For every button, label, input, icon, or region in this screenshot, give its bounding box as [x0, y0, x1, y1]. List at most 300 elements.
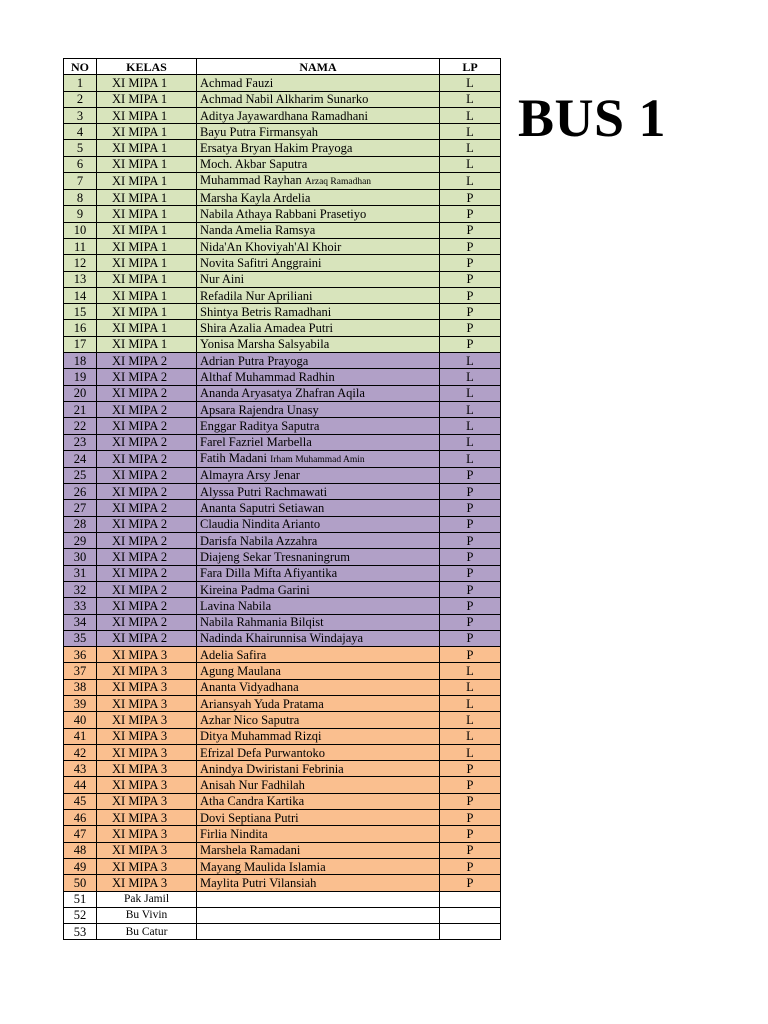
cell-nama: [197, 484, 440, 500]
table-row: [64, 206, 501, 222]
cell-nama: [197, 842, 440, 858]
cell-kelas: XI MIPA 3: [97, 663, 197, 679]
cell-lp: P: [440, 255, 501, 271]
cell-no: 9: [64, 206, 97, 222]
cell-kelas: XI MIPA 1: [97, 206, 197, 222]
cell-lp: P: [440, 549, 501, 565]
cell-lp: L: [440, 450, 501, 467]
nama-text: Azhar Nico Saputra: [200, 712, 300, 727]
table-row: [64, 320, 501, 336]
cell-nama: [197, 140, 440, 156]
cell-no: 51: [64, 891, 97, 907]
cell-no: 48: [64, 842, 97, 858]
table-row: [64, 761, 501, 777]
cell-nama: [197, 467, 440, 483]
cell-kelas: XI MIPA 2: [97, 467, 197, 483]
nama-text: Marshela Ramadani: [200, 843, 301, 858]
cell-nama: [197, 304, 440, 320]
header-no: NO: [64, 59, 97, 75]
cell-nama: [197, 173, 440, 190]
cell-nama: [197, 549, 440, 565]
table-row: [64, 484, 501, 500]
cell-no: 33: [64, 598, 97, 614]
nama-text: Achmad Nabil Alkharim Sunarko: [200, 92, 369, 107]
cell-lp: P: [440, 842, 501, 858]
table-row: [64, 875, 501, 891]
cell-kelas: XI MIPA 2: [97, 369, 197, 385]
cell-kelas: XI MIPA 1: [97, 271, 197, 287]
table-row: [64, 353, 501, 369]
nama-text: Diajeng Sekar Tresnaningrum: [200, 549, 350, 564]
cell-kelas: XI MIPA 1: [97, 156, 197, 172]
nama-text: Nabila Athaya Rabbani Prasetiyo: [200, 207, 367, 222]
table-row: [64, 336, 501, 352]
table-row: [64, 891, 501, 907]
cell-nama: [197, 385, 440, 401]
cell-nama: [197, 206, 440, 222]
cell-nama: [197, 565, 440, 581]
cell-kelas: XI MIPA 1: [97, 140, 197, 156]
cell-kelas: XI MIPA 2: [97, 581, 197, 597]
cell-no: 39: [64, 695, 97, 711]
cell-nama: [197, 875, 440, 891]
cell-lp: L: [440, 140, 501, 156]
cell-kelas: XI MIPA 2: [97, 385, 197, 401]
cell-kelas: XI MIPA 2: [97, 353, 197, 369]
cell-no: 49: [64, 858, 97, 874]
cell-kelas: XI MIPA 3: [97, 647, 197, 663]
table-row: [64, 549, 501, 565]
cell-nama: [197, 728, 440, 744]
nama-small-text: Irham Muhammad Amin: [270, 454, 365, 465]
cell-no: 19: [64, 369, 97, 385]
cell-kelas: XI MIPA 2: [97, 614, 197, 630]
nama-text: Shira Azalia Amadea Putri: [200, 321, 333, 336]
cell-no: 52: [64, 907, 97, 923]
nama-text: Atha Candra Kartika: [200, 794, 305, 809]
cell-kelas: XI MIPA 2: [97, 598, 197, 614]
cell-lp: L: [440, 401, 501, 417]
cell-no: 35: [64, 630, 97, 646]
cell-no: 21: [64, 401, 97, 417]
cell-no: 50: [64, 875, 97, 891]
cell-no: 45: [64, 793, 97, 809]
cell-nama: [197, 679, 440, 695]
cell-lp: L: [440, 156, 501, 172]
nama-text: Lavina Nabila: [200, 598, 272, 613]
table-row: [64, 91, 501, 107]
table-row: [64, 369, 501, 385]
cell-no: 5: [64, 140, 97, 156]
cell-kelas: XI MIPA 3: [97, 712, 197, 728]
passenger-list-table: [63, 58, 501, 940]
cell-nama: [197, 924, 440, 940]
nama-text: Enggar Raditya Saputra: [200, 418, 320, 433]
cell-lp: L: [440, 369, 501, 385]
table-row: [64, 924, 501, 940]
cell-nama: [197, 255, 440, 271]
table-row: [64, 533, 501, 549]
cell-no: 1: [64, 75, 97, 91]
cell-lp: L: [440, 107, 501, 123]
nama-text: Ananta Vidyadhana: [200, 680, 299, 695]
table-row: [64, 581, 501, 597]
nama-text: Muhammad Rayhan: [200, 173, 302, 188]
header-kelas: KELAS: [97, 59, 197, 75]
cell-no: 25: [64, 467, 97, 483]
cell-kelas: XI MIPA 2: [97, 565, 197, 581]
table-row: [64, 744, 501, 760]
nama-text: Ananda Aryasatya Zhafran Aqila: [200, 386, 365, 401]
nama-text: Kireina Padma Garini: [200, 582, 310, 597]
cell-no: 29: [64, 533, 97, 549]
table-row: [64, 793, 501, 809]
table-row: [64, 500, 501, 516]
cell-lp: [440, 907, 501, 923]
cell-kelas: XI MIPA 1: [97, 238, 197, 254]
cell-no: 12: [64, 255, 97, 271]
nama-small-text: Arzaq Ramadhan: [304, 177, 372, 188]
nama-text: Ersatya Bryan Hakim Prayoga: [200, 141, 353, 156]
cell-nama: [197, 91, 440, 107]
cell-nama: [197, 369, 440, 385]
cell-no: 20: [64, 385, 97, 401]
table-body: [64, 75, 501, 940]
cell-nama: [197, 761, 440, 777]
cell-no: 42: [64, 744, 97, 760]
table-row: [64, 418, 501, 434]
nama-text: Adelia Safira: [200, 647, 267, 662]
cell-no: 22: [64, 418, 97, 434]
cell-kelas: XI MIPA 3: [97, 761, 197, 777]
cell-kelas: XI MIPA 3: [97, 858, 197, 874]
table-row: [64, 614, 501, 630]
table-row: [64, 565, 501, 581]
nama-text: Nabila Rahmania Bilqist: [200, 615, 324, 630]
cell-kelas: XI MIPA 2: [97, 450, 197, 467]
table-row: [64, 728, 501, 744]
cell-no: 26: [64, 484, 97, 500]
cell-lp: P: [440, 581, 501, 597]
cell-kelas: XI MIPA 1: [97, 222, 197, 238]
cell-nama: [197, 450, 440, 467]
cell-nama: [197, 712, 440, 728]
cell-lp: P: [440, 516, 501, 532]
cell-nama: [197, 124, 440, 140]
cell-nama: [197, 353, 440, 369]
cell-lp: P: [440, 875, 501, 891]
cell-kelas: XI MIPA 3: [97, 842, 197, 858]
cell-kelas: XI MIPA 1: [97, 320, 197, 336]
cell-no: 16: [64, 320, 97, 336]
nama-text: Achmad Fauzi: [200, 75, 274, 90]
cell-kelas: XI MIPA 3: [97, 695, 197, 711]
cell-nama: [197, 663, 440, 679]
header-nama: NAMA: [197, 59, 440, 75]
cell-lp: [440, 891, 501, 907]
cell-lp: P: [440, 533, 501, 549]
cell-nama: [197, 287, 440, 303]
table-row: [64, 712, 501, 728]
cell-lp: L: [440, 353, 501, 369]
nama-text: Efrizal Defa Purwantoko: [200, 745, 325, 760]
bus-title: BUS 1: [518, 88, 667, 148]
cell-no: 11: [64, 238, 97, 254]
cell-lp: P: [440, 614, 501, 630]
nama-text: Farel Fazriel Marbella: [200, 435, 312, 450]
cell-kelas: XI MIPA 2: [97, 484, 197, 500]
cell-nama: [197, 500, 440, 516]
cell-lp: P: [440, 810, 501, 826]
cell-lp: L: [440, 695, 501, 711]
cell-lp: P: [440, 598, 501, 614]
cell-kelas: XI MIPA 1: [97, 287, 197, 303]
cell-staff-name: Pak Jamil: [97, 891, 197, 907]
cell-kelas: XI MIPA 1: [97, 304, 197, 320]
cell-no: 28: [64, 516, 97, 532]
cell-no: 3: [64, 107, 97, 123]
cell-kelas: XI MIPA 1: [97, 190, 197, 206]
nama-text: Darisfa Nabila Azzahra: [200, 533, 318, 548]
cell-lp: P: [440, 793, 501, 809]
cell-nama: [197, 777, 440, 793]
cell-kelas: XI MIPA 3: [97, 728, 197, 744]
cell-no: 15: [64, 304, 97, 320]
cell-lp: L: [440, 124, 501, 140]
nama-text: Nur Aini: [200, 272, 245, 287]
cell-nama: [197, 810, 440, 826]
table-row: [64, 238, 501, 254]
nama-text: Nadinda Khairunnisa Windajaya: [200, 631, 364, 646]
nama-text: Fara Dilla Mifta Afiyantika: [200, 566, 338, 581]
cell-nama: [197, 614, 440, 630]
cell-lp: P: [440, 271, 501, 287]
table-row: [64, 401, 501, 417]
cell-nama: [197, 858, 440, 874]
cell-no: 27: [64, 500, 97, 516]
cell-nama: [197, 190, 440, 206]
cell-nama: [197, 418, 440, 434]
cell-lp: L: [440, 418, 501, 434]
cell-lp: L: [440, 385, 501, 401]
nama-text: Shintya Betris Ramadhani: [200, 304, 332, 319]
cell-nama: [197, 107, 440, 123]
cell-kelas: XI MIPA 1: [97, 124, 197, 140]
cell-nama: [197, 647, 440, 663]
nama-text: Firlia Nindita: [200, 827, 268, 841]
cell-no: 47: [64, 826, 97, 842]
cell-no: 24: [64, 450, 97, 467]
table-row: [64, 907, 501, 923]
table-row: [64, 190, 501, 206]
nama-text: Marsha Kayla Ardelia: [200, 190, 311, 205]
cell-lp: P: [440, 826, 501, 842]
cell-no: 53: [64, 924, 97, 940]
nama-text: Ananta Saputri Setiawan: [200, 501, 325, 516]
table-row: [64, 810, 501, 826]
cell-no: 14: [64, 287, 97, 303]
table-row: [64, 450, 501, 467]
cell-nama: [197, 516, 440, 532]
cell-nama: [197, 826, 440, 842]
cell-no: 44: [64, 777, 97, 793]
table-row: [64, 287, 501, 303]
nama-text: Mayang Maulida Islamia: [200, 859, 326, 874]
cell-lp: P: [440, 858, 501, 874]
cell-kelas: XI MIPA 2: [97, 630, 197, 646]
cell-nama: [197, 336, 440, 352]
cell-no: 10: [64, 222, 97, 238]
table-row: [64, 598, 501, 614]
table-row: [64, 858, 501, 874]
cell-kelas: XI MIPA 3: [97, 810, 197, 826]
nama-text: Ariansyah Yuda Pratama: [200, 696, 324, 711]
cell-lp: P: [440, 630, 501, 646]
cell-nama: [197, 907, 440, 923]
cell-lp: P: [440, 222, 501, 238]
nama-text: Anisah Nur Fadhilah: [200, 778, 305, 793]
table-row: [64, 663, 501, 679]
cell-nama: [197, 744, 440, 760]
cell-no: 41: [64, 728, 97, 744]
cell-no: 8: [64, 190, 97, 206]
cell-nama: [197, 891, 440, 907]
nama-text: Refadila Nur Apriliani: [200, 288, 313, 303]
nama-text: Bayu Putra Firmansyah: [200, 124, 319, 139]
cell-lp: [440, 924, 501, 940]
cell-lp: L: [440, 712, 501, 728]
cell-no: 30: [64, 549, 97, 565]
cell-nama: [197, 156, 440, 172]
cell-nama: [197, 238, 440, 254]
nama-text: Apsara Rajendra Unasy: [200, 402, 319, 417]
cell-no: 31: [64, 565, 97, 581]
table-row: [64, 107, 501, 123]
cell-staff-name: Bu Vivin: [97, 907, 197, 923]
cell-no: 23: [64, 434, 97, 450]
nama-text: Aditya Jayawardhana Ramadhani: [200, 108, 368, 123]
cell-nama: [197, 533, 440, 549]
cell-kelas: XI MIPA 1: [97, 336, 197, 352]
table-row: [64, 222, 501, 238]
cell-no: 13: [64, 271, 97, 287]
cell-no: 43: [64, 761, 97, 777]
cell-kelas: XI MIPA 1: [97, 107, 197, 123]
nama-text: Alyssa Putri Rachmawati: [200, 484, 328, 499]
cell-kelas: XI MIPA 3: [97, 777, 197, 793]
cell-lp: P: [440, 761, 501, 777]
cell-lp: P: [440, 484, 501, 500]
cell-kelas: XI MIPA 3: [97, 875, 197, 891]
nama-text: Fatih Madani: [200, 450, 268, 465]
cell-lp: P: [440, 565, 501, 581]
cell-kelas: XI MIPA 3: [97, 744, 197, 760]
cell-kelas: XI MIPA 2: [97, 401, 197, 417]
cell-kelas: XI MIPA 3: [97, 826, 197, 842]
table-row: [64, 140, 501, 156]
nama-text: Althaf Muhammad Radhin: [200, 369, 335, 384]
cell-lp: P: [440, 287, 501, 303]
cell-staff-name: Bu Catur: [97, 924, 197, 940]
table-row: [64, 255, 501, 271]
cell-kelas: XI MIPA 1: [97, 91, 197, 107]
cell-lp: P: [440, 500, 501, 516]
cell-lp: P: [440, 777, 501, 793]
table-header-row: [64, 59, 501, 75]
cell-kelas: XI MIPA 1: [97, 173, 197, 190]
cell-nama: [197, 695, 440, 711]
table-row: [64, 777, 501, 793]
table-row: [64, 271, 501, 287]
cell-lp: P: [440, 304, 501, 320]
cell-lp: L: [440, 173, 501, 190]
nama-text: Nanda Amelia Ramsya: [200, 223, 316, 238]
table-row: [64, 647, 501, 663]
cell-lp: P: [440, 190, 501, 206]
cell-kelas: XI MIPA 2: [97, 516, 197, 532]
nama-text: Almayra Arsy Jenar: [200, 468, 300, 483]
cell-nama: [197, 434, 440, 450]
nama-text: Dovi Septiana Putri: [200, 810, 299, 825]
cell-lp: P: [440, 467, 501, 483]
cell-kelas: XI MIPA 2: [97, 500, 197, 516]
table-row: [64, 630, 501, 646]
cell-nama: [197, 320, 440, 336]
cell-no: 40: [64, 712, 97, 728]
cell-nama: [197, 271, 440, 287]
cell-kelas: XI MIPA 3: [97, 793, 197, 809]
nama-text: Agung Maulana: [200, 664, 281, 679]
table-row: [64, 75, 501, 91]
cell-no: 18: [64, 353, 97, 369]
table-row: [64, 679, 501, 695]
cell-no: 7: [64, 173, 97, 190]
cell-lp: P: [440, 647, 501, 663]
cell-no: 32: [64, 581, 97, 597]
cell-nama: [197, 793, 440, 809]
cell-kelas: XI MIPA 1: [97, 75, 197, 91]
table-row: [64, 842, 501, 858]
table-row: [64, 304, 501, 320]
cell-lp: L: [440, 434, 501, 450]
cell-kelas: XI MIPA 1: [97, 255, 197, 271]
nama-text: Novita Safitri Anggraini: [200, 255, 322, 270]
cell-no: 38: [64, 679, 97, 695]
nama-text: Adrian Putra Prayoga: [200, 353, 309, 368]
nama-text: Maylita Putri Vilansiah: [200, 875, 317, 890]
cell-no: 2: [64, 91, 97, 107]
cell-lp: L: [440, 679, 501, 695]
table-row: [64, 173, 501, 190]
nama-text: Ditya Muhammad Rizqi: [200, 729, 322, 744]
cell-no: 36: [64, 647, 97, 663]
nama-text: Moch. Akbar Saputra: [200, 157, 308, 172]
cell-kelas: XI MIPA 2: [97, 549, 197, 565]
table-row: [64, 385, 501, 401]
nama-text: Anindya Dwiristani Febrinia: [200, 761, 344, 776]
cell-kelas: XI MIPA 3: [97, 679, 197, 695]
cell-no: 46: [64, 810, 97, 826]
table-row: [64, 516, 501, 532]
nama-text: Yonisa Marsha Salsyabila: [200, 337, 330, 352]
cell-lp: P: [440, 238, 501, 254]
cell-no: 37: [64, 663, 97, 679]
header-lp: LP: [440, 59, 501, 75]
table-row: [64, 156, 501, 172]
cell-nama: [197, 630, 440, 646]
cell-no: 17: [64, 336, 97, 352]
cell-kelas: XI MIPA 2: [97, 418, 197, 434]
